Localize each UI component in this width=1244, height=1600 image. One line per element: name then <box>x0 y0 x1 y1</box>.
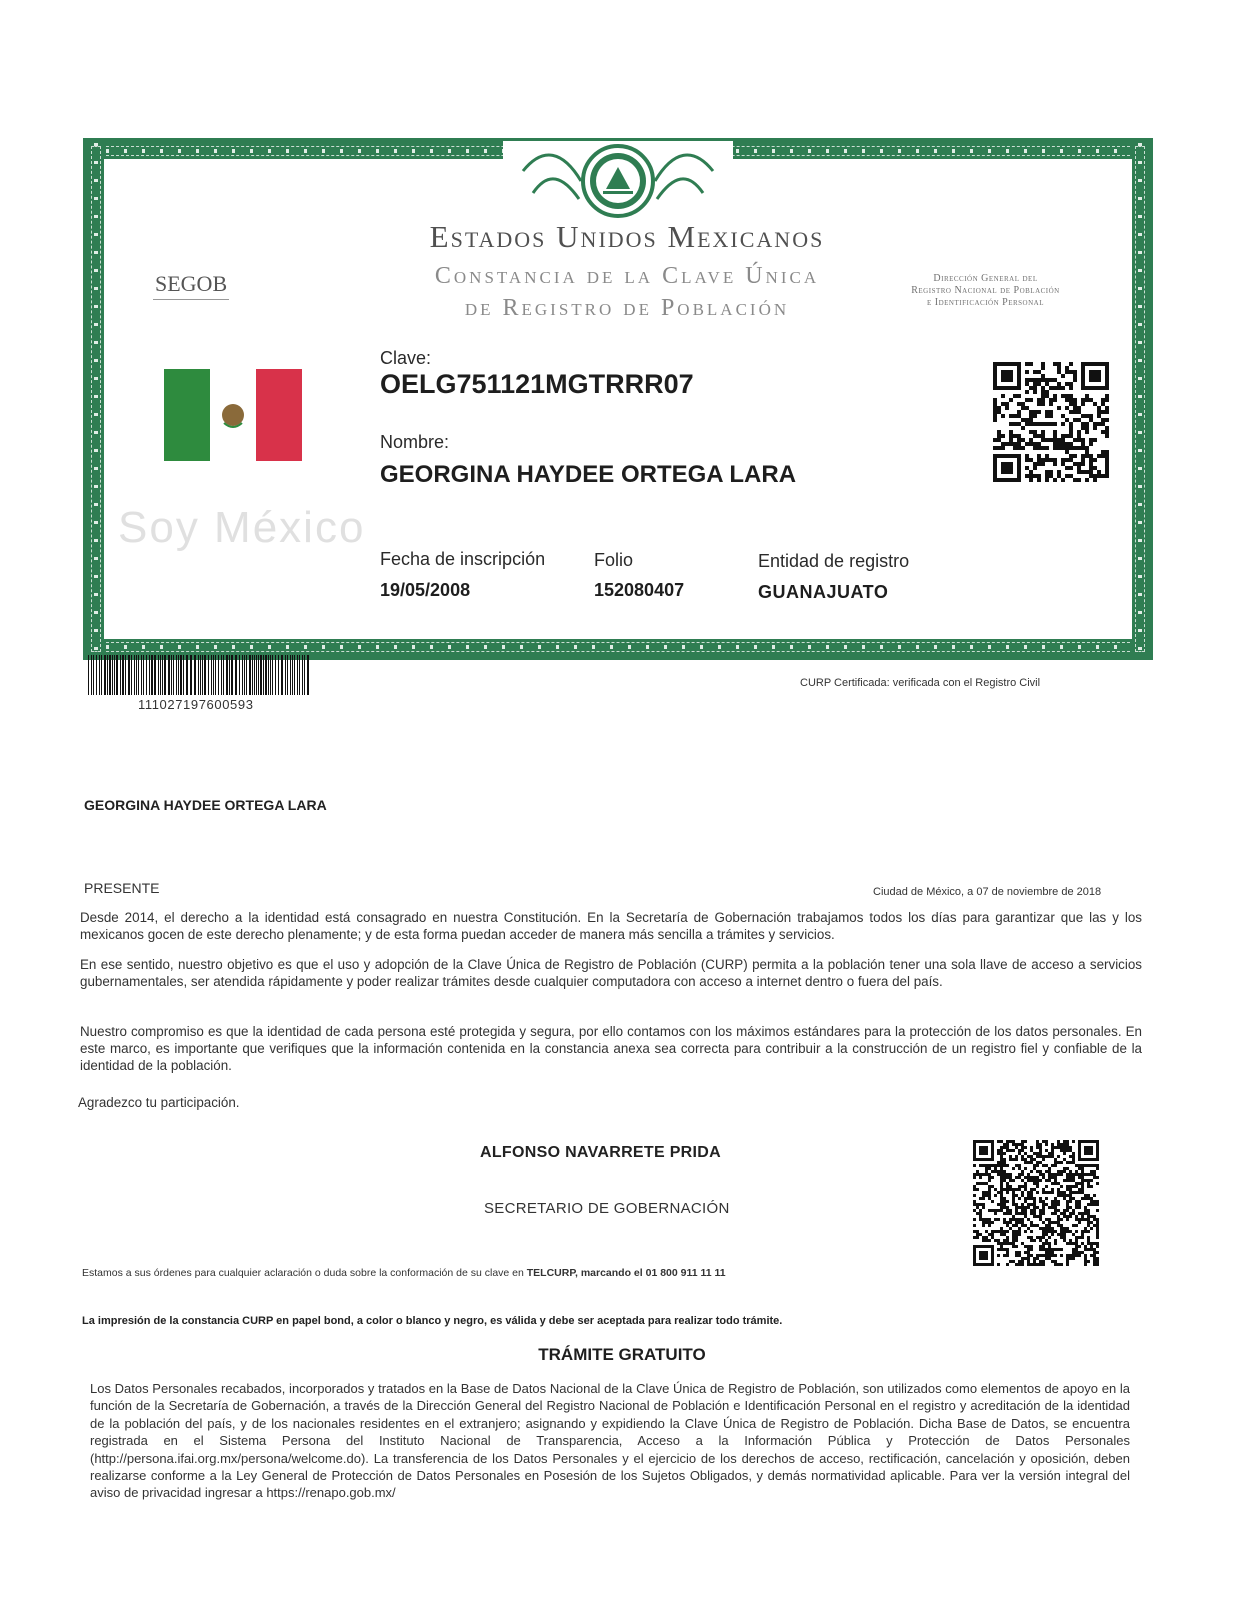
telcurp-note <box>82 1267 726 1279</box>
telcurp-phone: TELCURP, marcando el 01 800 911 11 11 <box>526 1267 726 1279</box>
signer-title: SECRETARIO DE GOBERNACIÓN <box>484 1200 730 1217</box>
entidad-value: GUANAJUATO <box>758 582 889 602</box>
signer-name: ALFONSO NAVARRETE PRIDA <box>480 1144 721 1161</box>
letter-paragraph: En ese sentido, nuestro objetivo es que el uso y adopción de la Clave Única de Registro de Población (CURP) permita a la población tener una sola llave de acceso a servicios gubernamentales, ser atendida rápidamente y poder realizar trámites desde cualquier computadora con acceso a internet dentro o fuera del país. <box>80 957 1142 989</box>
letter-recipient: GEORGINA HAYDEE ORTEGA LARA <box>84 797 327 813</box>
barcode-number: 111027197600593 <box>138 697 254 712</box>
clave-value: OELG751121MGTRRR07 <box>380 369 694 399</box>
letter-place-date: Ciudad de México, a 07 de noviembre de 2018 <box>873 886 1102 898</box>
certificate-title-line2: de Registro de Población <box>464 295 790 321</box>
curp-certificate <box>83 138 1153 660</box>
letter-thanks: Agradezco tu participación. <box>78 1095 240 1110</box>
fecha-label: Fecha de inscripción <box>380 549 546 569</box>
qr-code-letter <box>973 1140 1099 1268</box>
folio-value: 152080407 <box>594 580 685 600</box>
curp-certified-note: CURP Certificada: verificada con el Registro Civil <box>800 677 1041 689</box>
nombre-label: Nombre: <box>380 432 450 452</box>
clave-label: Clave: <box>380 348 432 368</box>
segob-logo: SEGOB <box>153 271 229 300</box>
tramite-gratuito-title: TRÁMITE GRATUITO <box>538 1345 706 1364</box>
agency-direction-line: Registro Nacional de Población <box>911 285 1060 296</box>
national-seal-icon <box>503 141 733 223</box>
certificate-title-line1: Constancia de la Clave Única <box>434 263 820 289</box>
nombre-value: GEORGINA HAYDEE ORTEGA LARA <box>380 461 797 488</box>
barcode <box>88 655 312 695</box>
agency-direction <box>878 273 1093 309</box>
qr-code-certificate <box>993 362 1109 482</box>
soy-mexico-watermark: Soy México <box>118 503 366 552</box>
mexico-flag-icon <box>164 367 304 463</box>
country-title: Estados Unidos Mexicanos <box>429 219 825 254</box>
agency-direction-line: e Identificación Personal <box>927 297 1044 308</box>
telcurp-text: Estamos a sus órdenes para cualquier aclaración o duda sobre la conformación de su clave en <box>82 1267 527 1279</box>
entidad-label: Entidad de registro <box>758 551 910 571</box>
fecha-value: 19/05/2008 <box>380 580 471 600</box>
privacy-notice: Los Datos Personales recabados, incorporados y tratados en la Base de Datos Nacional de la Clave Única de Registro de Población, son utilizados como elementos de apoyo en la función de la Secretaría de Gobernación, a través de la Dirección General del Registro Nacional de Población e Identificación Personal en el registro y acreditación de la identidad de la población del país, y de los nacionales residentes en el extranjero; asignando y expidiendo la Clave Única de Registro de Población. Dicha Base de Datos, se encuentra registrada en el Sistema Persona del Instituto Nacional de Transparencia, Acceso a la Información Pública y Protección de Datos Personales (http://persona.ifai.org.mx/persona/welcome.do). La transferencia de los Datos Personales y el ejercicio de los derechos de acceso, rectificación, cancelación y oposición, deben realizarse conforme a la Ley General de Protección de Datos Personales en Posesión de los Sujetos Obligados, y demás normatividad aplicable. Para ver la versión integral del aviso de privacidad ingresar a https://renapo.gob.mx/ <box>90 1381 1130 1501</box>
letter-paragraph: Desde 2014, el derecho a la identidad está consagrado en nuestra Constitución. En la Secretaría de Gobernación trabajamos todos los días para garantizar que las y los mexicanos gocen de este derecho plenamente; y de esta forma puedan acceder de manera más sencilla a trámites y servicios. <box>80 910 1142 942</box>
validity-note: La impresión de la constancia CURP en papel bond, a color o blanco y negro, es válida y debe ser aceptada para realizar todo trámite. <box>82 1315 783 1327</box>
presente-label: PRESENTE <box>84 880 160 896</box>
folio-label: Folio <box>594 550 634 570</box>
frame-border-bottom <box>88 639 1148 655</box>
agency-direction-line: Dirección General del <box>933 273 1038 284</box>
letter-paragraph: Nuestro compromiso es que la identidad de cada persona esté protegida y segura, por ello contamos con los máximos estándares para la protección de los datos personales. En este marco, es importante que verifiques que la información contenida en la constancia anexa sea correcta para contribuir a la construcción de un registro fiel y confiable de la identidad de la población. <box>80 1024 1142 1073</box>
